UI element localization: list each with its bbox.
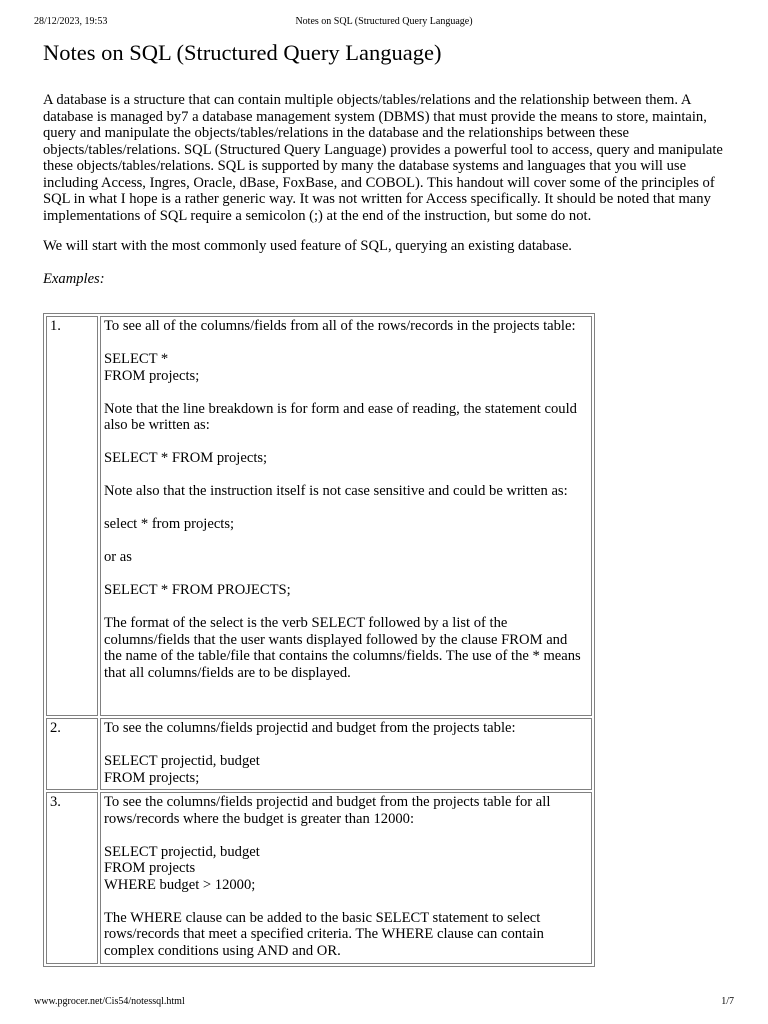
example-content	[100, 718, 592, 790]
code-line: WHERE budget > 12000;	[104, 876, 256, 893]
example-intro: To see the columns/fields projectid and budget from the projects table:	[104, 720, 516, 736]
code-line: select * from projects;	[104, 516, 235, 532]
code-block	[104, 844, 588, 894]
example-explanation: The WHERE clause can be added to the basic SELECT statement to select rows/records that meet a specified criteria. The WHERE clause can contain complex conditions using AND and OR.	[104, 909, 544, 959]
examples-table	[43, 313, 595, 967]
code-line: FROM projects	[104, 860, 196, 876]
code-line: SELECT * FROM PROJECTS;	[104, 582, 291, 598]
print-url: www.pgrocer.net/Cis54/notessql.html	[34, 996, 185, 1007]
code-block	[104, 351, 588, 384]
code-line: SELECT * FROM projects;	[104, 450, 268, 466]
print-datetime: 28/12/2023, 19:53	[34, 16, 108, 27]
example-intro: To see the columns/fields projectid and budget from the projects table for all rows/records where the budget is greater than 12000:	[104, 794, 551, 827]
code-line: SELECT *	[104, 351, 169, 367]
print-header	[34, 15, 734, 29]
example-number: 3.	[46, 792, 98, 964]
example-intro: To see all of the columns/fields from all of the rows/records in the projects table:	[104, 318, 576, 334]
example-content	[100, 792, 592, 964]
example-note: or as	[104, 549, 132, 565]
table-row	[46, 316, 592, 716]
example-number: 2.	[46, 718, 98, 790]
example-number: 1.	[46, 316, 98, 716]
document-content	[43, 38, 727, 959]
example-content	[100, 316, 592, 716]
print-document-title: Notes on SQL (Structured Query Language)	[295, 16, 473, 27]
page-title: Notes on SQL (Structured Query Language)	[43, 40, 442, 65]
print-page-number: 1/7	[721, 996, 734, 1007]
print-footer	[34, 995, 734, 1009]
table-row	[46, 792, 592, 964]
code-line: SELECT projectid, budget	[104, 843, 260, 860]
example-explanation: The format of the select is the verb SELECT followed by a list of the columns/fields that the user wants displayed followed by the clause FROM and the name of the table/file that contains the columns/fields. The use of the * means that all columns/fields are to be displayed.	[104, 615, 581, 681]
table-row	[46, 718, 592, 790]
example-note: Note also that the instruction itself is not case sensitive and could be written as:	[104, 483, 568, 499]
code-block	[104, 753, 588, 786]
example-note: Note that the line breakdown is for form and ease of reading, the statement could also be written as:	[104, 400, 577, 433]
intro-paragraph: A database is a structure that can contain multiple objects/tables/relations and the relationship between them. A database is managed by7 a database management system (DBMS) that must provide the means to store, maintain, query and manipulate the objects/tables/relations in the database and the relationships between these objects/tables/relations. SQL (Structured Query Language) provides a powerful tool to access, query and manipulate these objects/tables/relations. SQL is supported by many the database systems and languages that you will use including Access, Ingres, Oracle, dBase, FoxBase, and COBOL). This handout will cover some of the principles of SQL in what I hope is a rather generic way. It was not written for Access specifically. It should be noted that many implementations of SQL require a semicolon (;) at the end of the instruction, but some do not.	[43, 92, 723, 224]
code-line: FROM projects;	[104, 769, 200, 786]
code-line: FROM projects;	[104, 367, 200, 384]
code-line: SELECT projectid, budget	[104, 753, 260, 769]
second-paragraph: We will start with the most commonly used feature of SQL, querying an existing database.	[43, 238, 572, 254]
examples-label: Examples:	[43, 270, 105, 287]
